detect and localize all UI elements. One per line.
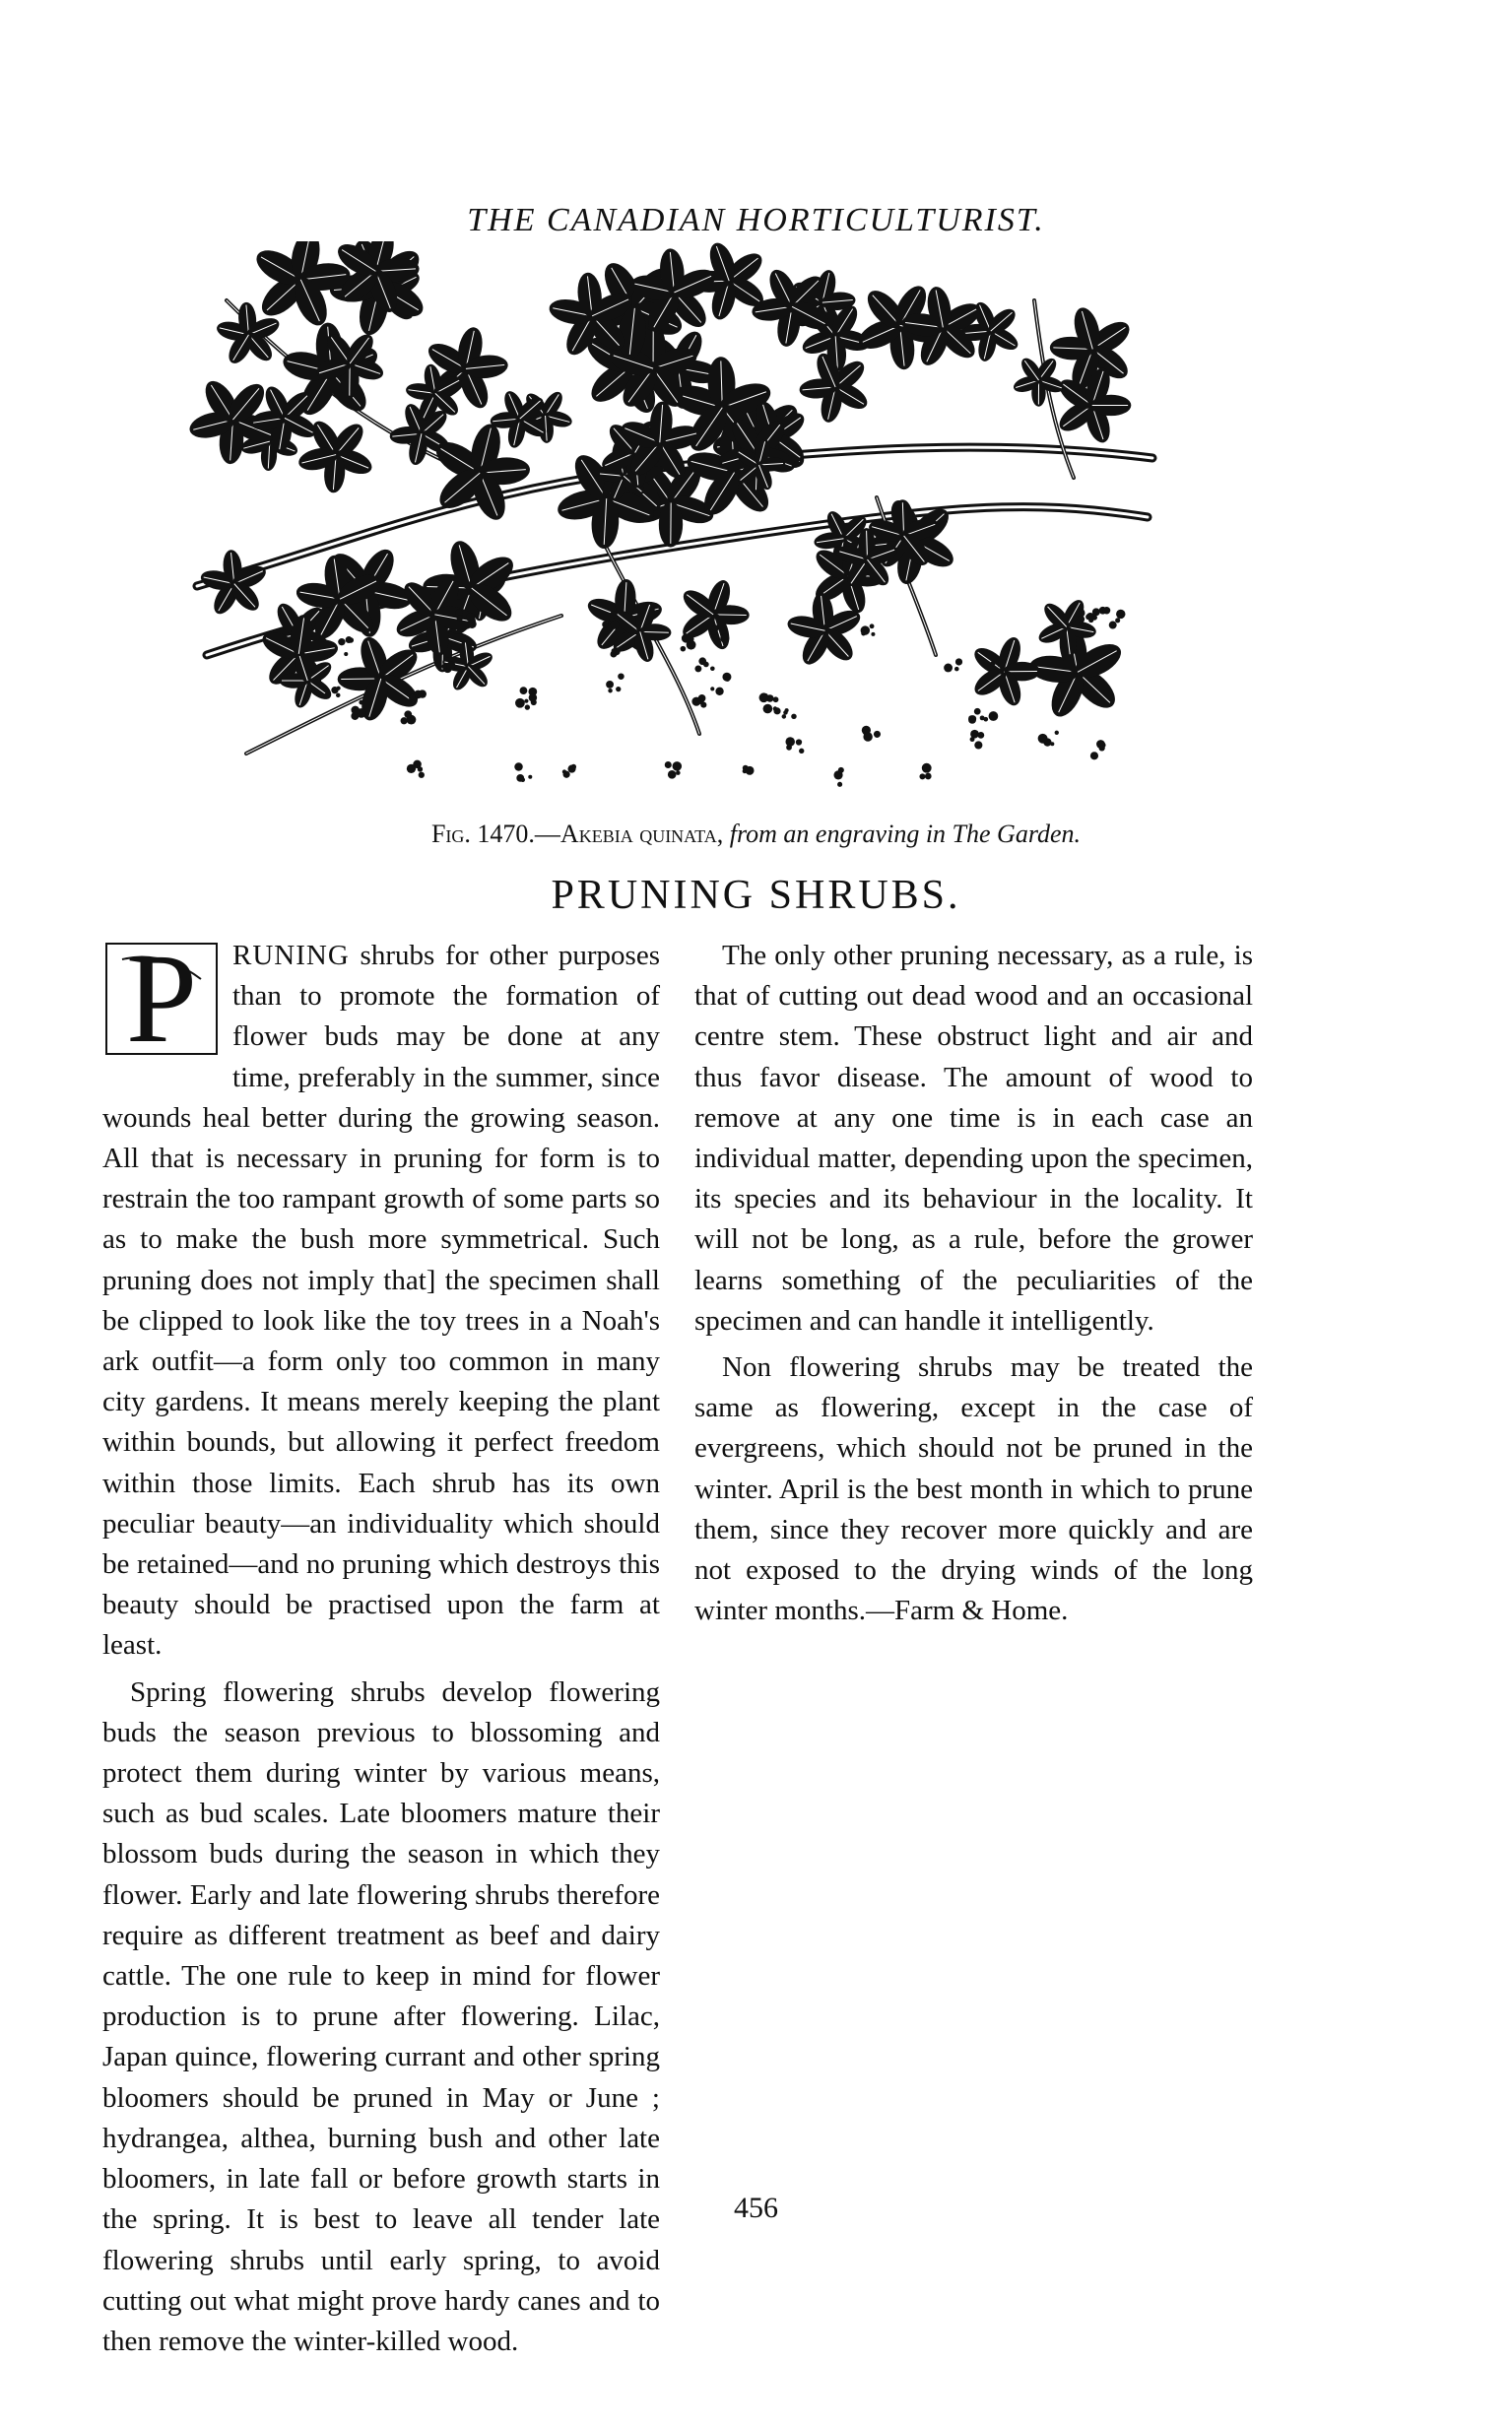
paragraph-1-text: shrubs for other purposes than to promote the formation of flower buds may be done at any time, preferably in the summer, since wounds heal better during the growing season. All that is necessary in pruning for form is to restrain the too rampant growth of some parts so as to make the bush more symmetrical. Such pruning does not imply that] the specimen shall be clipped to look like the toy trees in a Noah's ark outfit—a form only too common in many city gardens. It means merely keeping the plant within bounds, but allowing it perfect freedom within those limits. Each shrub has its own peculiar beauty—an individuality which should be retained—and no pruning which destroys this beauty should be practised upon the farm at least. [102, 940, 660, 1662]
text-column-left [102, 928, 660, 2357]
paragraph-3: The only other pruning necessary, as a rule, is that of cutting out dead wood and an occasional centre stem. These obstruct light and air and thus favor disease. The amount of wood to remove at any one time is in each case an individual matter, depending upon the specimen, its species and its behaviour in the locality. It will not be long, as a rule, before the grower learns something of the peculiarities of the specimen and can handle it intelligently. [694, 940, 1253, 1337]
paragraph-2: Spring flowering shrubs develop flowering buds the season previous to blossoming and protect them during winter by various means, such as bud scales. Late bloomers mature their blossom buds during the season in which they flower. Early and late flowering shrubs therefore require as different treatment as beef and dairy cattle. The one rule to keep in mind for flower production is to prune after flowering. Lilac, Japan quince, flowering currant and other spring bloomers should be pruned in May or June ; hydrangea, althea, burning bush and other late bloomers, in late fall or before growth starts in the spring. It is best to leave all tender late flowering shrubs until early spring, to avoid cutting out what might prove hardy canes and to then remove the winter-killed wood. [102, 1675, 660, 2357]
article-title: PRUNING SHRUBS. [551, 873, 961, 918]
page-number: 456 [734, 2192, 778, 2224]
engraving-illustration [187, 241, 1162, 822]
figure-caption-label: Fig. 1470.—Akebia quinata, [430, 820, 724, 848]
text-column-right [694, 936, 1253, 2216]
dropcap-letter: P [125, 928, 198, 1070]
lead-caps: RUNING [232, 940, 350, 971]
akebia-engraving [187, 241, 1162, 822]
figure-caption-source: from an engraving in The Garden. [729, 820, 1082, 848]
running-head: THE CANADIAN HORTICULTURIST. [467, 202, 1045, 238]
paragraph-1 [102, 928, 660, 1667]
figure-caption [0, 820, 1512, 849]
paragraph-4: Non flowering shrubs may be treated the same as flowering, except in the case of evergreens, which should not be pruned in the winter. April is the best month in which to prune them, since they recover more quickly and are not exposed to the drying winds of the long winter months.—Farm & Home. [694, 1351, 1253, 1627]
dropcap [102, 928, 221, 1070]
